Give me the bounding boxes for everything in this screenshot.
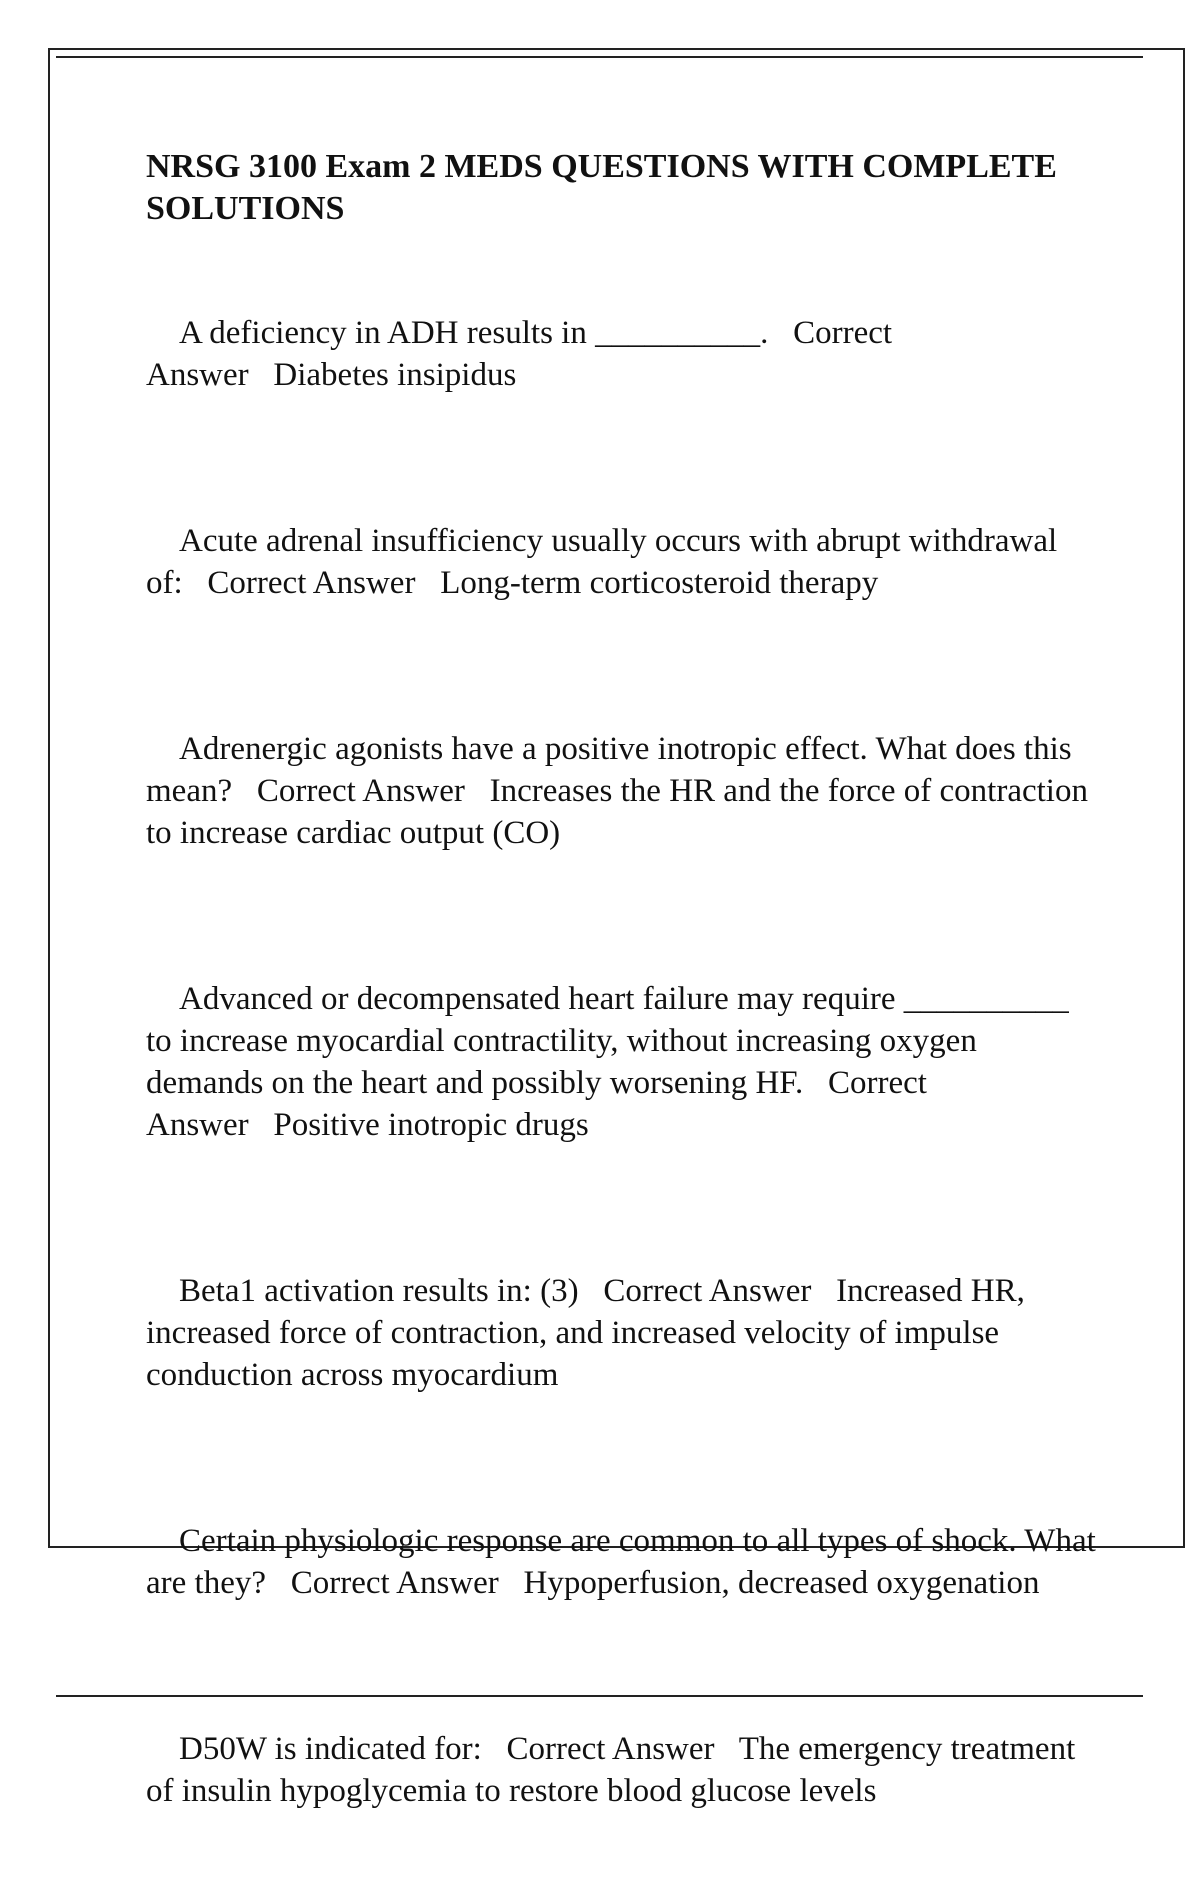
answer-label: Correct Answer [506,1731,715,1767]
answer-text: Positive inotropic drugs [273,1107,589,1143]
question-text: A deficiency in ADH results in __________. [179,315,769,351]
answer-label: Correct Answer [603,1273,812,1309]
qa-item [146,478,1096,646]
qa-item [146,1686,1096,1854]
answer-text: Long-term corticosteroid therapy [440,565,879,601]
answer-text: The emergency treatment of insulin hypoglycemia to restore blood glucose levels [146,1731,1084,1809]
answer-label: Correct Answer [146,1065,934,1143]
qa-item [146,936,1096,1188]
question-text: D50W is indicated for: [179,1731,482,1767]
answer-text: Increases the HR and the force of contraction to increase cardiac output (CO) [146,773,1097,851]
qa-item [146,686,1096,896]
qa-item [146,1228,1096,1438]
question-text: Advanced or decompensated heart failure may require __________ to increase myocardial contractility, without increasing oxygen demands on the heart and possibly worsening HF. [146,981,1077,1101]
answer-text: Increased HR, increased force of contraction, and increased velocity of impulse conduction across myocardium [146,1273,1034,1393]
qa-item [146,1478,1105,1646]
qa-item [146,270,1096,438]
answer-label: Correct Answer [146,315,899,393]
question-text: Acute adrenal insufficiency usually occurs with abrupt withdrawal of: [146,523,1066,601]
question-text: Adrenergic agonists have a positive inotropic effect. What does this mean? [146,731,1080,809]
question-text: Beta1 activation results in: (3) [179,1273,579,1309]
answer-label: Correct Answer [207,565,416,601]
answer-label: Correct Answer [290,1565,499,1601]
document-body [146,146,1105,1894]
document-title: NRSG 3100 Exam 2 MEDS QUESTIONS WITH COMPLETE SOLUTIONS [146,148,1057,227]
top-divider [56,56,1143,58]
answer-text: Diabetes insipidus [273,357,517,393]
answer-text: Hypoperfusion, decreased oxygenation [523,1565,1040,1601]
answer-label: Correct Answer [256,773,465,809]
question-text: Certain physiologic response are common to all types of shock. What are they? [146,1523,1105,1601]
